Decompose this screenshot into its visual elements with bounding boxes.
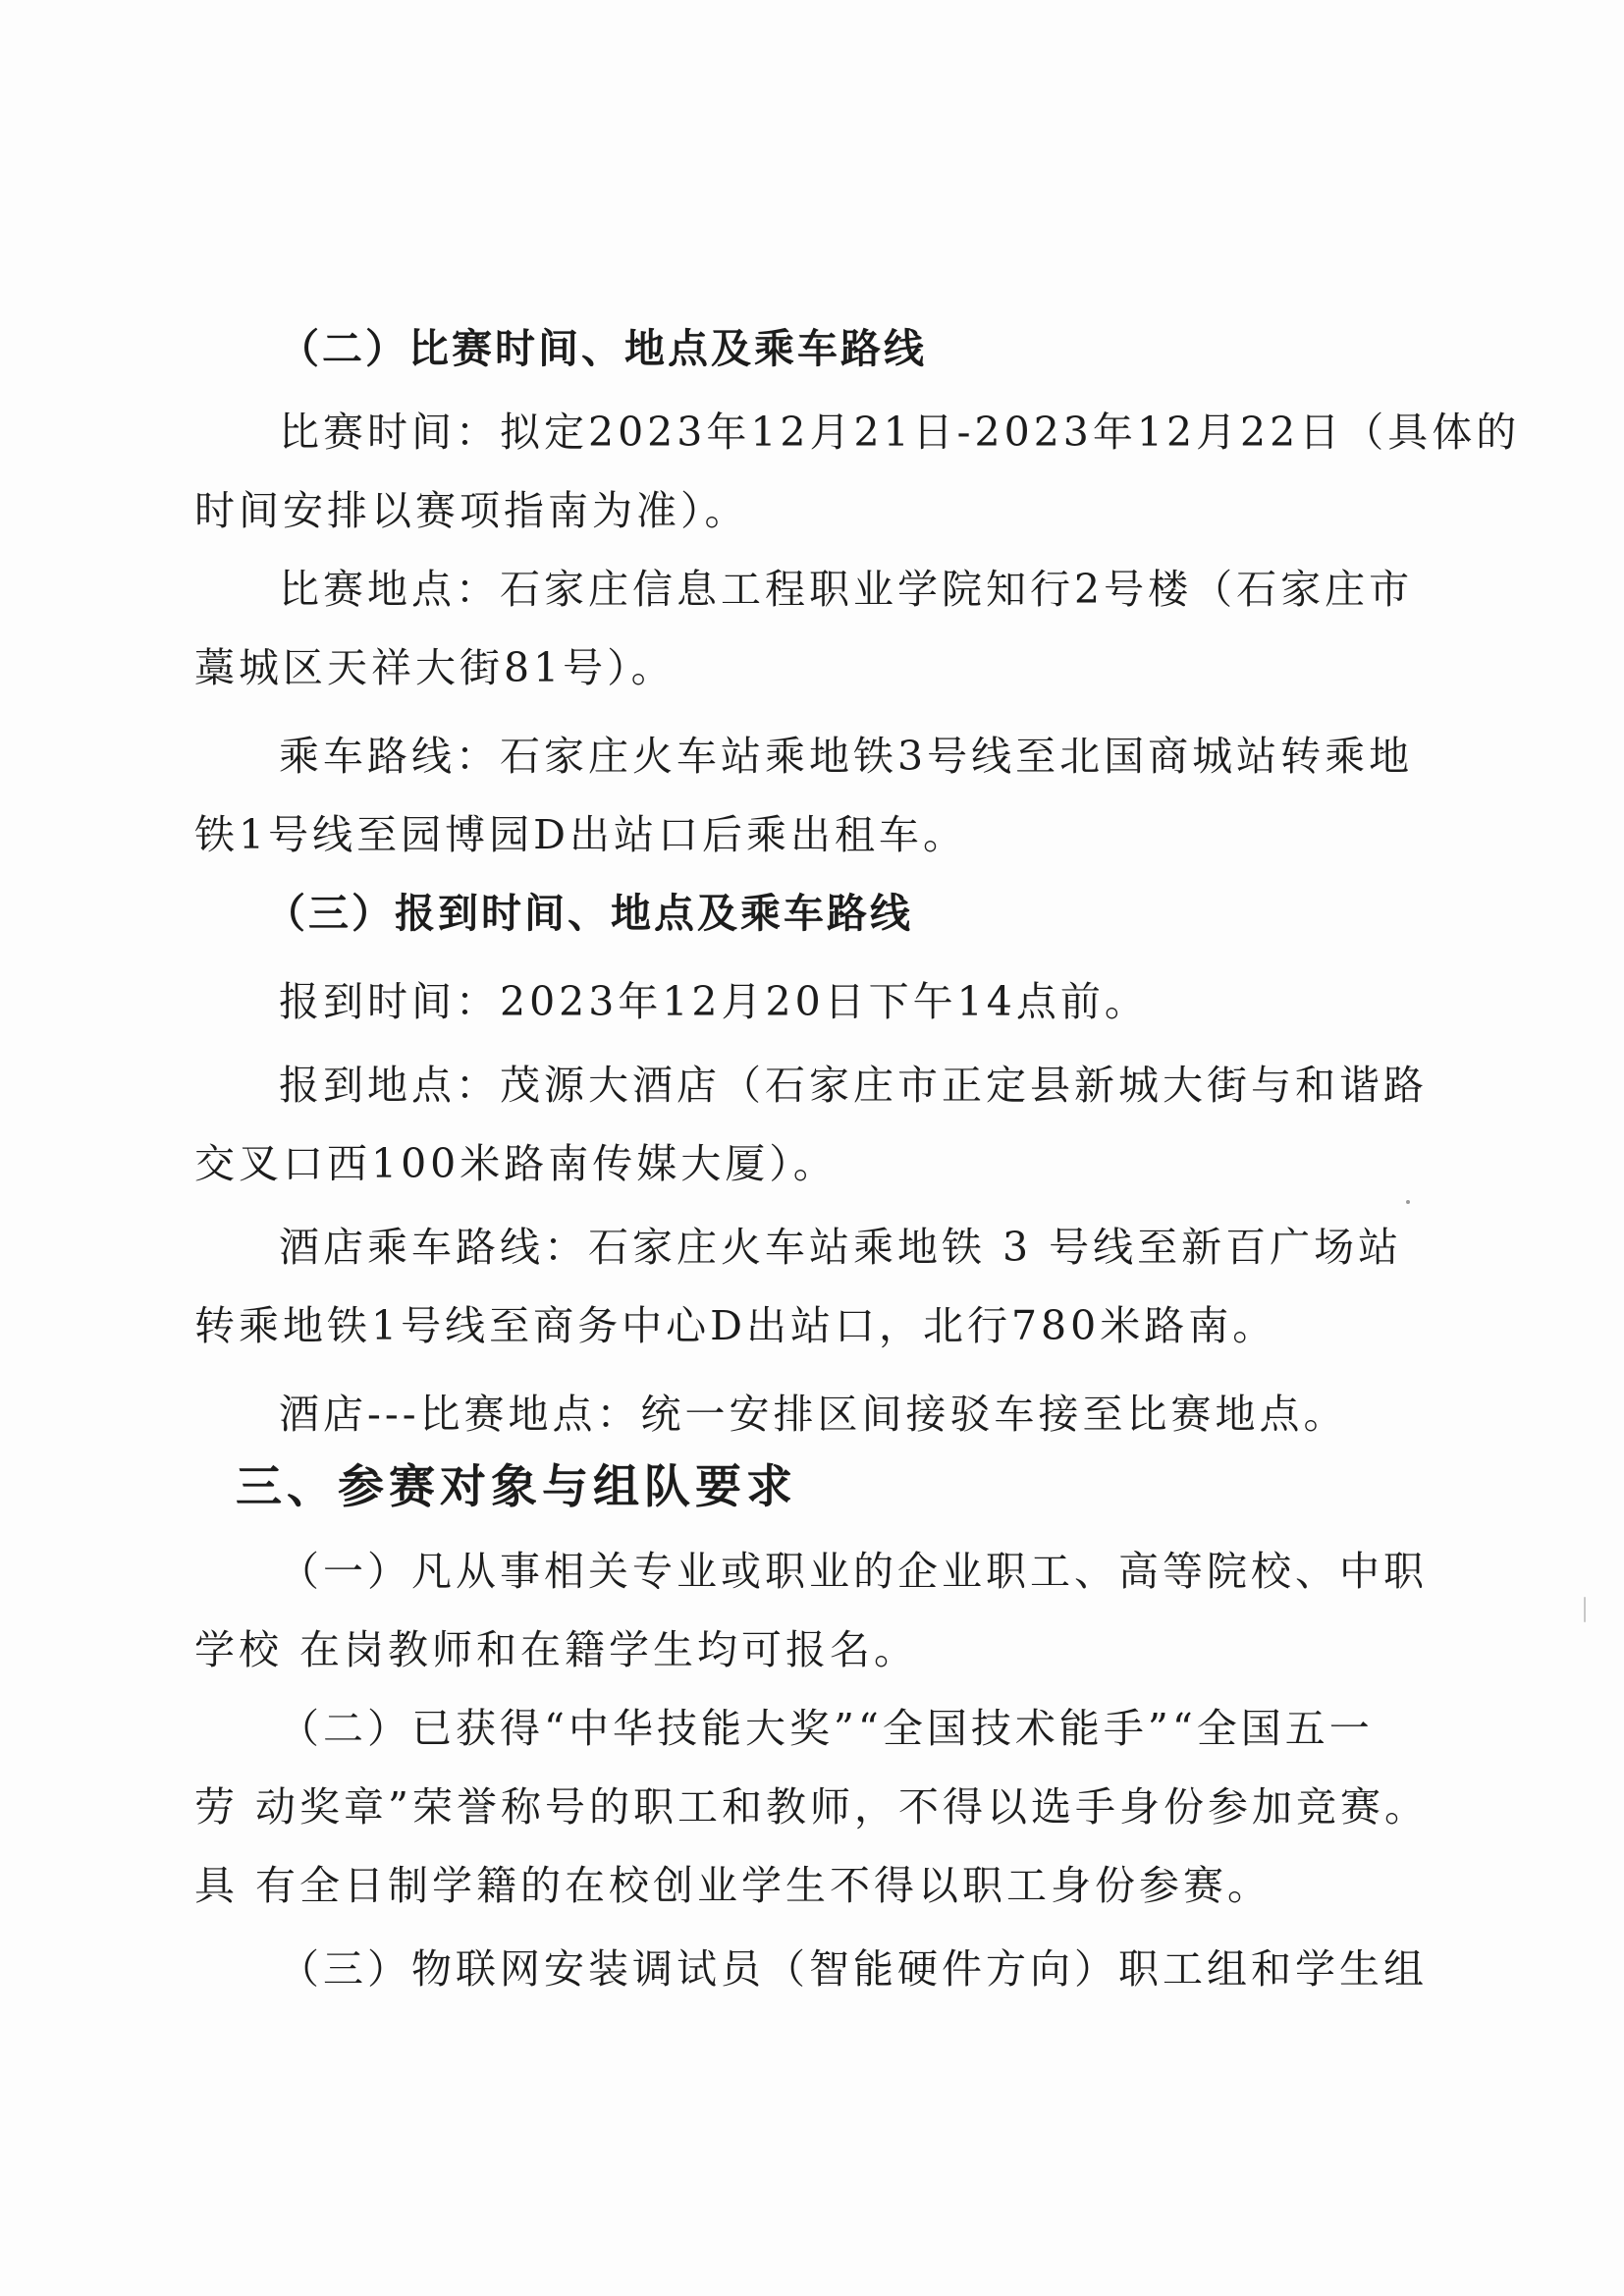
eligibility-3-line-1: （三）物联网安装调试员（智能硬件方向）职工组和学生组: [279, 1945, 1428, 1993]
eligibility-2-line-3: 具 有全日制学籍的在校创业学生不得以职工身份参赛。: [194, 1862, 1272, 1909]
scan-edge-mark: [1584, 1597, 1586, 1622]
eligibility-1-line-2: 学校 在岗教师和在籍学生均可报名。: [194, 1626, 919, 1673]
competition-time-line-2: 时间安排以赛项指南为准）。: [194, 487, 749, 534]
checkin-time: 报到时间：2023年12月20日下午14点前。: [279, 978, 1149, 1025]
competition-venue-line-1: 比赛地点：石家庄信息工程职业学院知行2号楼（石家庄市: [279, 566, 1414, 613]
eligibility-1-line-1: （一）凡从事相关专业或职业的企业职工、高等院校、中职: [279, 1548, 1428, 1595]
scan-speck: [1406, 1200, 1410, 1204]
hotel-route-line-2: 转乘地铁1号线至商务中心D出站口，北行780米路南。: [194, 1302, 1277, 1349]
eligibility-2-line-2: 劳 动奖章”荣誉称号的职工和教师，不得以选手身份参加竞赛。: [194, 1783, 1429, 1831]
competition-time-line-1: 比赛时间：拟定2023年12月21日-2023年12月22日（具体的: [279, 409, 1521, 456]
sub-heading-checkin-time-venue-route: （三）报到时间、地点及乘车路线: [265, 890, 913, 937]
competition-venue-line-2: 藁城区天祥大街81号）。: [194, 644, 676, 691]
section-heading-participants: 三、参赛对象与组队要求: [236, 1460, 797, 1514]
hotel-shuttle-note: 酒店---比赛地点：统一安排区间接驳车接至比赛地点。: [279, 1391, 1348, 1438]
competition-route-line-1: 乘车路线：石家庄火车站乘地铁3号线至北国商城站转乘地: [279, 733, 1414, 780]
checkin-venue-line-2: 交叉口西100米路南传媒大厦）。: [194, 1140, 838, 1187]
competition-route-line-2: 铁1号线至园博园D出站口后乘出租车。: [194, 811, 967, 858]
sub-heading-competition-time-venue-route: （二）比赛时间、地点及乘车路线: [279, 325, 927, 372]
checkin-venue-line-1: 报到地点：茂源大酒店（石家庄市正定县新城大街与和谐路: [279, 1062, 1428, 1109]
eligibility-2-line-1: （二）已获得“中华技能大奖”“全国技术能手”“全国五一: [279, 1705, 1374, 1752]
hotel-route-line-1: 酒店乘车路线：石家庄火车站乘地铁 3 号线至新百广场站: [279, 1224, 1403, 1271]
